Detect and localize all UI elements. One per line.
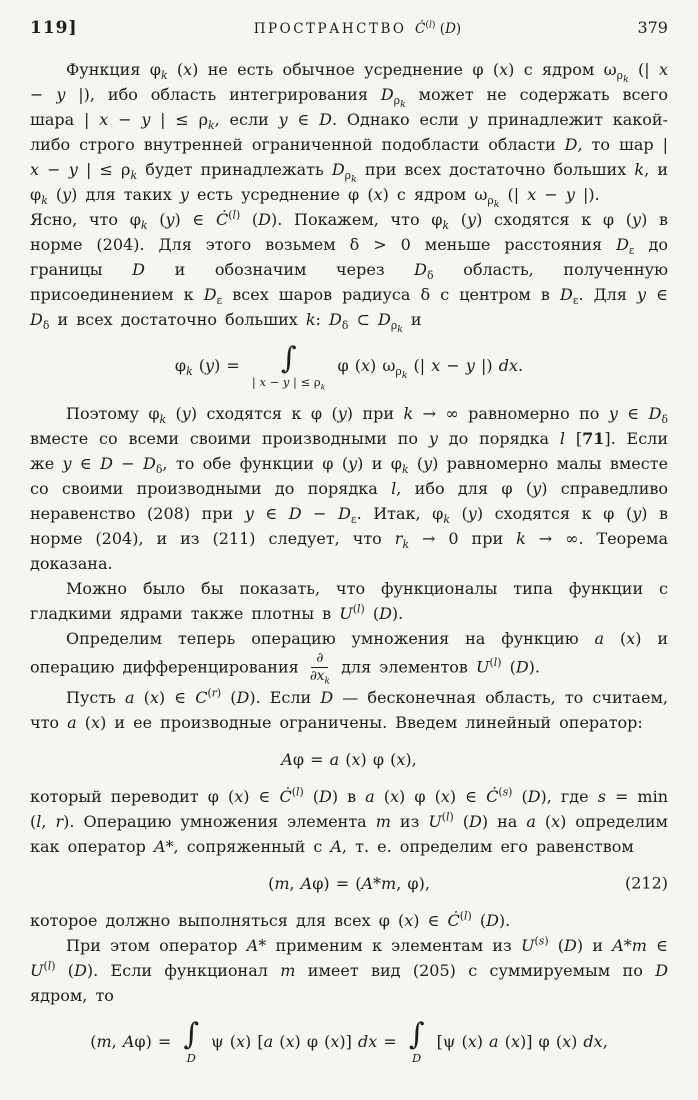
display-formula-1: $\varphi_k$ (y) = ∫ | x − y | ≤ $\rho_k$ φ (x) $\omega_{\rho_k}$ (| x − y |) dx. — [174, 341, 524, 392]
paragraph-2: Ясно, что $\varphi_k$ (y) ∈ $Ċ^{(l)}$ (D). Покажем, что $\varphi_k$ (y) сходятся к φ (y) в норме (204). Для этого возьмем δ > 0 меньше расстояния $D_\varepsilon$ до границы D и обозначим через $D_\delta$ область, полученную присоединением к $D_\varepsilon$ всех шаров радиуса δ с центром в $D_\varepsilon$. Для y ∈ $D_\delta$ и всех достаточно больших k: $D_\delta$ ⊂ $D_{\rho_k}$ и — [30, 208, 669, 336]
paragraph-7: который переводит φ (x) ∈ $Ċ^{(l)}$ (D) в a (x) φ (x) ∈ $Ċ^{(s)}$ (D), где s = min (l, r). Операцию умножения элемента m из $U^{(l)}$ (D) на a (x) определим как оператор A*, сопряженный с A, т. е. определим его равенством — [30, 785, 669, 856]
equation-212-body: (m, Aφ) = (A*m, φ), — [268, 873, 430, 893]
page-number: 379 — [637, 18, 668, 37]
paragraph-3: Поэтому $\varphi_k$ (y) сходятся к φ (y) при k → ∞ равномерно по y ∈ $D_\delta$ вместе со всеми своими производными по y до порядка l [71]. Если же y ∈ $D - D_\delta$, то обе функции φ (y) и $\varphi_k$ (y) равномерно малы вместе со своими производными до порядка l, ибо для φ (y) справедливо неравенство (208) при y ∈ $D - D_\varepsilon$. Итак, $\varphi_k$ (y) сходятся к φ (y) в норме (204), и из (211) следует, что $r_k \to 0$ при k → ∞. Теорема доказана. — [30, 403, 669, 573]
paragraph-4: Можно было бы показать, что функционалы типа функции с гладкими ядрами также плотны в $U^{(l)}$ (D). — [30, 578, 668, 623]
display-formula-2: Aφ = a (x) φ (x), — [281, 749, 417, 769]
paragraph-5: Определим теперь операцию умножения на функцию a (x) и операцию дифференцирования $\frac{\partial}{\partial x_k}$ для элементов $U^{(l)}$ (D). — [30, 628, 669, 687]
running-title: ПРОСТРАНСТВО $Ċ^{(l)}$ (D) — [253, 19, 462, 37]
paragraph-6: Пусть a (x) ∈ $C^{(r)}$ (D). Если D — бесконечная область, то считаем, что a (x) и ее производные ограничены. Введем линейный оператор: — [30, 686, 669, 732]
equation-number: (212) — [624, 873, 668, 893]
paragraph-1: Функция $\varphi_k$ (x) не есть обычное усреднение φ (x) с ядром $\omega_{\rho_k}$ (| x − y |), ибо область интегрирования $D_{\rho_k}$ может не содержать всего шара | x − y | ≤ $\rho_k$, если y ∈ D. Однако если y принадлежит какой-либо строго внутренней ограниченной подобласти области D, то шар | x − y | ≤ $\rho_k$ будет принадлежать $D_{\rho_k}$ при всех достаточно больших k, и $\varphi_k$ (y) для таких y есть усреднение φ (x) с ядром $\omega_{\rho_k}$ (| x − y |). — [30, 60, 669, 211]
paragraph-9: При этом оператор A* применим к элементам из $U^{(s)}$ (D) и A*m ∈ $U^{(l)}$ (D). Если функционал m имеет вид (205) с суммируемым по D ядром, то — [30, 934, 669, 1005]
page-header — [30, 15, 668, 42]
display-formula-4: (m, Aφ) = ∫ D ψ (x) [a (x) φ (x)] dx = ∫ D [ψ (x) a (x)] φ (x) dx, — [90, 1016, 608, 1065]
paragraph-8: которое должно выполняться для всех φ (x) ∈ $Ċ^{(l)}$ (D). — [30, 909, 511, 930]
display-formula-3 — [30, 871, 668, 896]
section-number: 119] — [30, 18, 78, 38]
